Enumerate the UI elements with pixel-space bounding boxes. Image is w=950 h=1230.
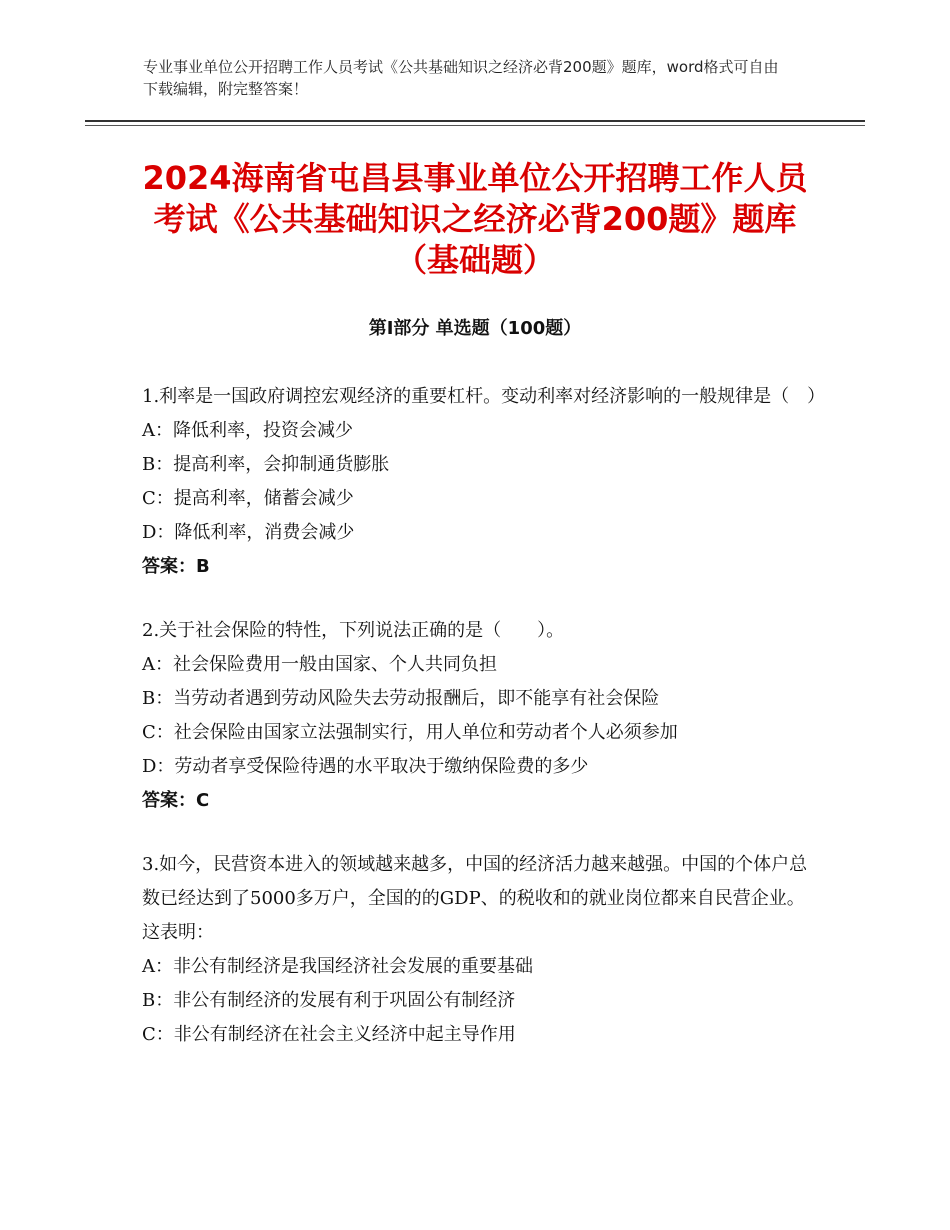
question-3 (142, 848, 822, 1052)
option-c: C：提高利率，储蓄会减少 (142, 488, 354, 509)
header-rule-thick (85, 120, 865, 122)
header-rule-thin (85, 125, 865, 126)
option-b: B：提高利率，会抑制通货膨胀 (142, 454, 390, 475)
option-a: A：非公有制经济是我国经济社会发展的重要基础 (142, 956, 533, 977)
question-stem: 3.如今，民营资本进入的领域越来越多，中国的经济活力越来越强。中国的个体户总数已经达到了5000多万户，全国的的GDP、的税收和的就业岗位都来自民营企业。这表明： (142, 854, 808, 943)
option-b: B：当劳动者遇到劳动风险失去劳动报酬后，即不能享有社会保险 (142, 688, 660, 709)
answer-value: C (196, 790, 210, 811)
question-2 (142, 614, 822, 818)
option-b: B：非公有制经济的发展有利于巩固公有制经济 (142, 990, 516, 1011)
header-note: 专业事业单位公开招聘工作人员考试《公共基础知识之经济必背200题》题库，word格式可自由下载编辑，附完整答案！ (143, 58, 779, 98)
option-d: D：劳动者享受保险待遇的水平取决于缴纳保险费的多少 (142, 756, 589, 777)
answer-line (142, 550, 822, 584)
option-c: C：社会保险由国家立法强制实行，用人单位和劳动者个人必须参加 (142, 722, 678, 743)
answer-label: 答案： (142, 556, 196, 577)
option-a: A：社会保险费用一般由国家、个人共同负担 (142, 654, 497, 675)
question-stem: 1.利率是一国政府调控宏观经济的重要杠杆。变动利率对经济影响的一般规律是（ ） (142, 386, 826, 407)
question-stem: 2.关于社会保险的特性，下列说法正确的是（ ）。 (142, 620, 565, 641)
option-d: D：降低利率，消费会减少 (142, 522, 355, 543)
document-title: 2024海南省屯昌县事业单位公开招聘工作人员考试《公共基础知识之经济必背200题》题库（基础题） (142, 159, 808, 279)
question-list (142, 380, 826, 1082)
option-a: A：降低利率，投资会减少 (142, 420, 353, 441)
answer-line (142, 784, 822, 818)
question-1 (142, 380, 826, 584)
answer-value: B (196, 556, 210, 577)
section-heading: 第I部分 单选题（100题） (368, 318, 582, 339)
answer-label: 答案： (142, 790, 196, 811)
option-c: C：非公有制经济在社会主义经济中起主导作用 (142, 1024, 516, 1045)
